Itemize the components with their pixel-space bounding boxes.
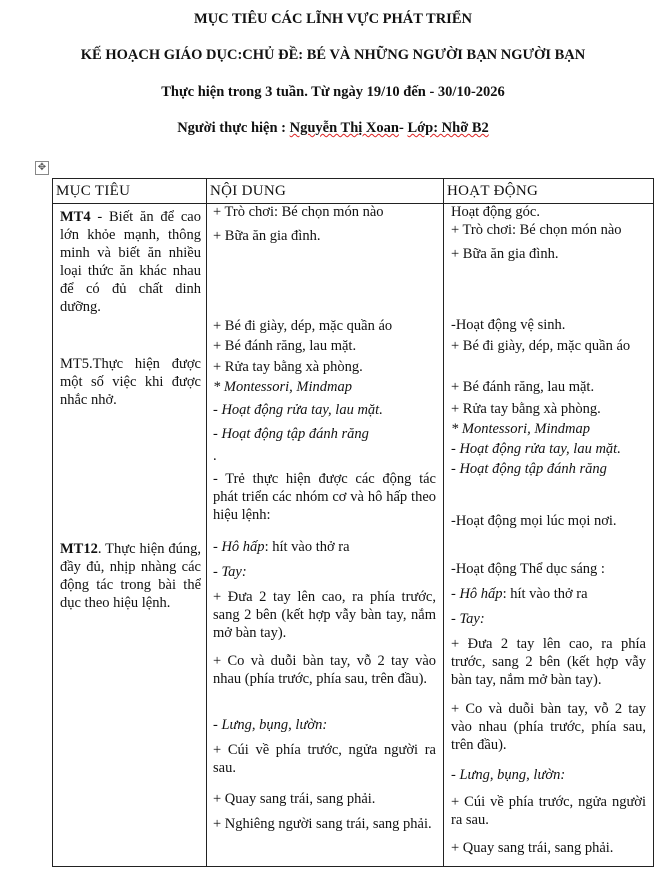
activity-line: - Hoạt động tập đánh răng (451, 461, 607, 477)
activity-line: -Hoạt động vệ sinh. (451, 317, 566, 333)
activity-line: + Bé đi giày, dép, mặc quần áo (451, 338, 631, 354)
table-move-handle-icon[interactable]: ✥ (35, 161, 49, 175)
header-muc-tieu: MỤC TIÊU (53, 179, 207, 204)
content-line: + Bé đánh răng, lau mặt. (213, 338, 357, 354)
activity-line: + Co và duỗi bàn tay, vỗ 2 tay vào nhau (phía trước, phía sau, trên đầu). (451, 701, 646, 753)
content-line: - Tay: (213, 564, 247, 580)
content-line: - Hô hấp: hít vào thở ra (213, 539, 350, 555)
activity-line: + Rửa tay bằng xà phòng. (451, 401, 601, 417)
content-line: + Bữa ăn gia đình. (213, 228, 321, 244)
content-line: - Hoạt động tập đánh răng (213, 426, 369, 442)
activity-line: - Tay: (451, 611, 485, 627)
activity-line: -Hoạt động Thể dục sáng : (451, 561, 605, 577)
activity-line: + Cúi về phía trước, ngửa người ra sau. (451, 794, 646, 828)
duration-line: Thực hiện trong 3 tuần. Từ ngày 19/10 đến - 30/10-2026 (161, 84, 505, 100)
doc-title: MỤC TIÊU CÁC LĨNH VỰC PHÁT TRIỂN (194, 11, 472, 27)
objective-mt12: MT12. Thực hiện đúng, đầy đủ, nhịp nhàng các động tác trong bài thể dục theo hiệu lệnh. (60, 541, 201, 611)
class-name: Lớp: Nhỡ B2 (407, 120, 489, 136)
content-line: - Hoạt động rửa tay, lau mặt. (213, 402, 383, 418)
activity-line: Hoạt động góc. (451, 204, 540, 220)
content-line: + Đưa 2 tay lên cao, ra phía trước, sang 2 bên (kết hợp vẫy bàn tay, nắm mở bàn tay). (213, 589, 436, 641)
activity-line: + Đưa 2 tay lên cao, ra phía trước, sang 2 bên (kết hợp vẫy bàn tay, nắm mở bàn tay). (451, 636, 646, 688)
content-cell (207, 204, 444, 867)
header-noi-dung: NỘI DUNG (207, 179, 444, 204)
activity-line: + Bé đánh răng, lau mặt. (451, 379, 595, 395)
table-header-row (53, 179, 654, 204)
content-line: * Montessori, Mindmap (213, 379, 352, 395)
content-line: + Quay sang trái, sang phải. (213, 791, 376, 807)
content-line: + Trò chơi: Bé chọn món nào (213, 204, 384, 220)
content-line: . (213, 448, 217, 464)
activity-line: + Trò chơi: Bé chọn món nào (451, 222, 622, 238)
author-line (0, 120, 666, 137)
objective-mt5: MT5.Thực hiện được một số việc khi được nhắc nhở. (60, 356, 201, 408)
activity-line: -Hoạt động mọi lúc mọi nơi. (451, 513, 617, 529)
activities-cell (444, 204, 654, 867)
author-sep: - (398, 120, 408, 136)
activity-line: - Lưng, bụng, lườn: (451, 767, 566, 783)
activity-line: - Hoạt động rửa tay, lau mặt. (451, 441, 621, 457)
content-line: + Bé đi giày, dép, mặc quần áo (213, 318, 393, 334)
table-row (53, 204, 654, 867)
content-line: + Co và duỗi bàn tay, vỗ 2 tay vào nhau (phía trước, phía sau, trên đầu). (213, 653, 436, 687)
content-line: - Lưng, bụng, lườn: (213, 717, 328, 733)
activity-line: - Hô hấp: hít vào thở ra (451, 586, 588, 602)
content-line: + Rửa tay bằng xà phòng. (213, 359, 363, 375)
header-hoat-dong: HOẠT ĐỘNG (444, 179, 654, 204)
content-line: + Nghiêng người sang trái, sang phải. (213, 816, 432, 832)
plan-table (52, 178, 654, 867)
activity-line: + Bữa ăn gia đình. (451, 246, 559, 262)
plan-title: KẾ HOẠCH GIÁO DỤC:CHỦ ĐỀ: BÉ VÀ NHỮNG NGƯỜI BẠN NGƯỜI BẠN (80, 47, 586, 63)
content-line: - Trẻ thực hiện được các động tác phát triển các nhóm cơ và hô hấp theo hiệu lệnh: (213, 471, 436, 523)
author-label: Người thực hiện : (177, 120, 290, 136)
activity-line: + Quay sang trái, sang phải. (451, 840, 614, 856)
content-line: + Cúi về phía trước, ngửa người ra sau. (213, 742, 436, 776)
objective-mt4: MT4 - Biết ăn để cao lớn khỏe mạnh, thông minh và biết ăn nhiều loại thức ăn khác nhau để có đủ chất dinh dưỡng. (60, 209, 201, 315)
objectives-cell (53, 204, 207, 867)
activity-line: * Montessori, Mindmap (451, 421, 590, 437)
author-name: Nguyễn Thị Xoan (289, 120, 399, 136)
